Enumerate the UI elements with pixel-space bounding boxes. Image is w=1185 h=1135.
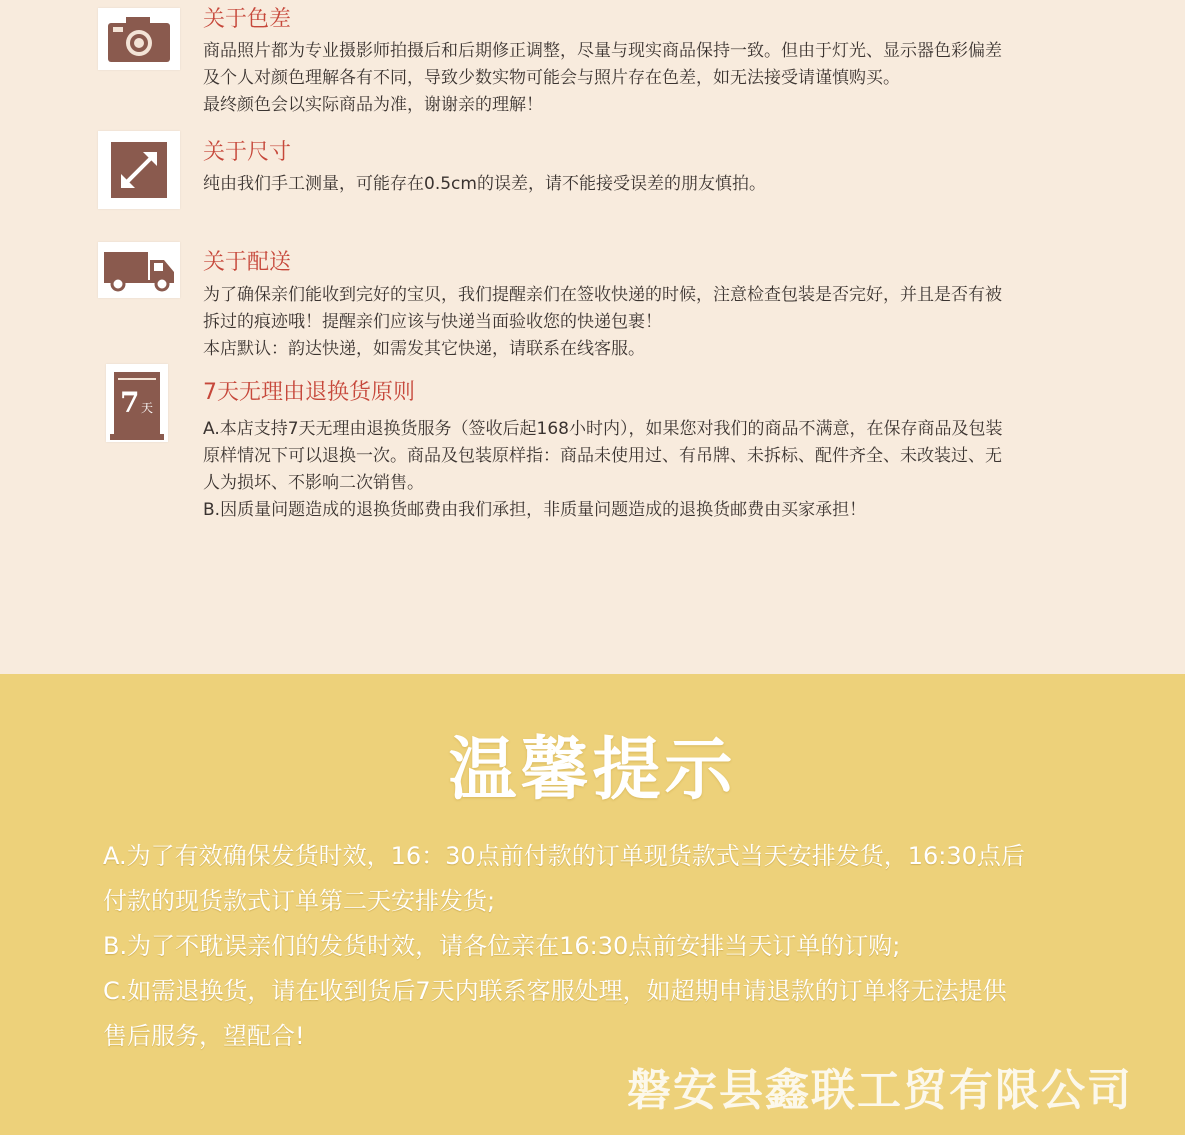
text-line: 及个人对颜色理解各有不同，导致少数实物可能会与照片存在色差，如无法接受请谨慎购买。: [203, 68, 900, 88]
notice-list: [103, 834, 1083, 1059]
notice-line: 售后服务，望配合!: [103, 1022, 305, 1050]
notice-title: 温馨提示: [448, 731, 737, 810]
text-line: 原样情况下可以退换一次。商品及包装原样指：商品未使用过、有吊牌、未拆标、配件齐全、未改装过、无: [203, 446, 1002, 466]
text-line: 商品照片都为专业摄影师拍摄后和后期修正调整，尽量与现实商品保持一致。但由于灯光、显示器色彩偏差: [203, 41, 1002, 61]
text-line: 纯由我们手工测量，可能存在0.5cm的误差，请不能接受误差的朋友慎拍。: [203, 174, 766, 194]
resize-arrow-icon: [98, 131, 180, 209]
section-title-color: 关于色差: [203, 7, 292, 32]
company-watermark: 磐安县鑫联工贸有限公司: [627, 1065, 1133, 1116]
section-text-color: [203, 38, 1083, 119]
calendar-day-label: 天: [141, 401, 154, 415]
notice-line: B.为了不耽误亲们的发货时效，请各位亲在16:30点前安排当天订单的订购;: [103, 932, 901, 960]
section-title-delivery: 关于配送: [203, 250, 292, 275]
camera-icon: [98, 8, 180, 70]
section-text-size: [203, 171, 1083, 198]
text-line: B.因质量问题造成的退换货邮费由我们承担，非质量问题造成的退换货邮费由买家承担！: [203, 500, 867, 520]
section-title-size: 关于尺寸: [203, 140, 292, 165]
notice-line: C.如需退换货，请在收到货后7天内联系客服处理，如超期申请退款的订单将无法提供: [103, 977, 1007, 1005]
notice-line: 付款的现货款式订单第二天安排发货;: [103, 887, 496, 915]
text-line: 拆过的痕迹哦！提醒亲们应该与快递当面验收您的快递包裹！: [203, 312, 662, 332]
notice-line: A.为了有效确保发货时效，16：30点前付款的订单现货款式当天安排发货，16:30点后: [103, 842, 1025, 870]
section-title-return: 7天无理由退换货原则: [203, 380, 415, 405]
text-line: 人为损坏、不影响二次销售。: [203, 473, 424, 493]
section-text-delivery: [203, 282, 1083, 363]
delivery-truck-icon: [98, 242, 180, 298]
calendar-number: 7: [120, 386, 140, 419]
notice-panel: [0, 674, 1185, 1135]
section-text-return: [203, 416, 1083, 524]
text-line: 本店默认：韵达快递，如需发其它快递，请联系在线客服。: [203, 339, 645, 359]
calendar-shape: [114, 372, 160, 434]
text-line: A.本店支持7天无理由退换货服务（签收后起168小时内），如果您对我们的商品不满意，在保存商品及包装: [203, 419, 1003, 439]
seven-day-calendar-icon: [106, 364, 168, 442]
text-line: 为了确保亲们能收到完好的宝贝，我们提醒亲们在签收快递的时候，注意检查包装是否完好，并且是否有被: [203, 285, 1002, 305]
text-line: 最终颜色会以实际商品为准，谢谢亲的理解！: [203, 95, 543, 115]
